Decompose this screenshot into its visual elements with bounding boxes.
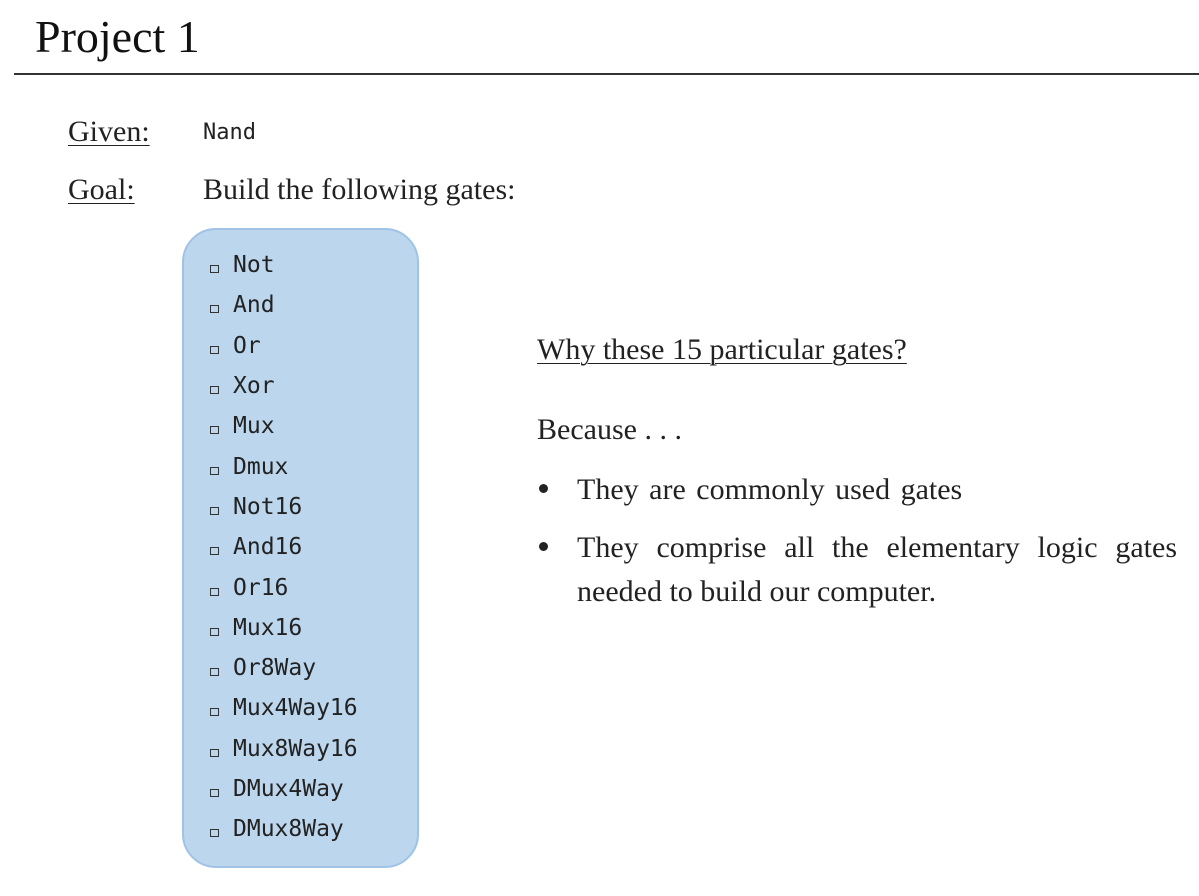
gate-item-mux4way16 xyxy=(210,688,358,728)
gate-item-not16 xyxy=(210,487,358,527)
square-bullet-icon xyxy=(210,789,219,797)
gate-item-and xyxy=(210,285,358,325)
answer-intro: Because . . . xyxy=(537,413,682,446)
gate-item-dmux4way xyxy=(210,769,358,809)
gate-item-or8way xyxy=(210,648,358,688)
question-heading: Why these 15 particular gates? xyxy=(537,333,907,366)
gate-item-and16 xyxy=(210,527,358,567)
gate-name: Mux xyxy=(233,413,275,440)
gate-item-mux16 xyxy=(210,608,358,648)
square-bullet-icon xyxy=(210,749,219,757)
reason-item xyxy=(537,526,1177,614)
reason-text: They comprise all the elementary logic gates needed to build our computer. xyxy=(577,531,1177,608)
gate-name: Or16 xyxy=(233,574,289,601)
square-bullet-icon xyxy=(210,386,219,394)
goal-label: Goal: xyxy=(68,173,135,206)
gate-name: And xyxy=(233,292,275,319)
gate-name: Mux4Way16 xyxy=(233,695,358,722)
square-bullet-icon xyxy=(210,507,219,515)
gate-item-dmux8way xyxy=(210,809,358,849)
reason-text: They are commonly used gates xyxy=(577,473,963,506)
square-bullet-icon xyxy=(210,426,219,434)
slide-title: Project 1 xyxy=(35,11,200,62)
square-bullet-icon xyxy=(210,668,219,676)
gate-item-xor xyxy=(210,366,358,406)
gate-item-not xyxy=(210,245,358,285)
square-bullet-icon xyxy=(210,547,219,555)
square-bullet-icon xyxy=(210,467,219,475)
gate-item-dmux xyxy=(210,446,358,486)
given-value: Nand xyxy=(203,120,256,145)
gate-name: Mux8Way16 xyxy=(233,735,358,762)
reason-list xyxy=(537,468,1197,628)
gate-name: Dmux xyxy=(233,453,289,480)
gate-list xyxy=(210,245,358,849)
goal-value: Build the following gates: xyxy=(203,173,516,206)
square-bullet-icon xyxy=(210,305,219,313)
title-divider xyxy=(14,73,1199,75)
square-bullet-icon xyxy=(210,628,219,636)
gate-name: Not xyxy=(233,252,275,279)
gate-name: Mux16 xyxy=(233,614,303,641)
gate-name: DMux8Way xyxy=(233,816,344,843)
gate-item-or16 xyxy=(210,567,358,607)
gate-item-or xyxy=(210,326,358,366)
square-bullet-icon xyxy=(210,588,219,596)
square-bullet-icon xyxy=(210,708,219,716)
gate-name: DMux4Way xyxy=(233,776,344,802)
gate-name: And16 xyxy=(233,534,303,561)
square-bullet-icon xyxy=(210,265,219,273)
gate-name: Or8Way xyxy=(233,655,317,682)
bullet-icon xyxy=(539,484,548,493)
square-bullet-icon xyxy=(210,346,219,354)
gate-item-mux xyxy=(210,406,358,446)
given-label: Given: xyxy=(68,115,150,148)
gate-item-mux8way16 xyxy=(210,729,358,769)
square-bullet-icon xyxy=(210,829,219,837)
gate-name: Xor xyxy=(233,373,275,400)
bullet-icon xyxy=(539,542,548,551)
reason-item xyxy=(537,468,1197,512)
gate-name: Or xyxy=(233,332,261,359)
gate-name: Not16 xyxy=(233,493,303,520)
